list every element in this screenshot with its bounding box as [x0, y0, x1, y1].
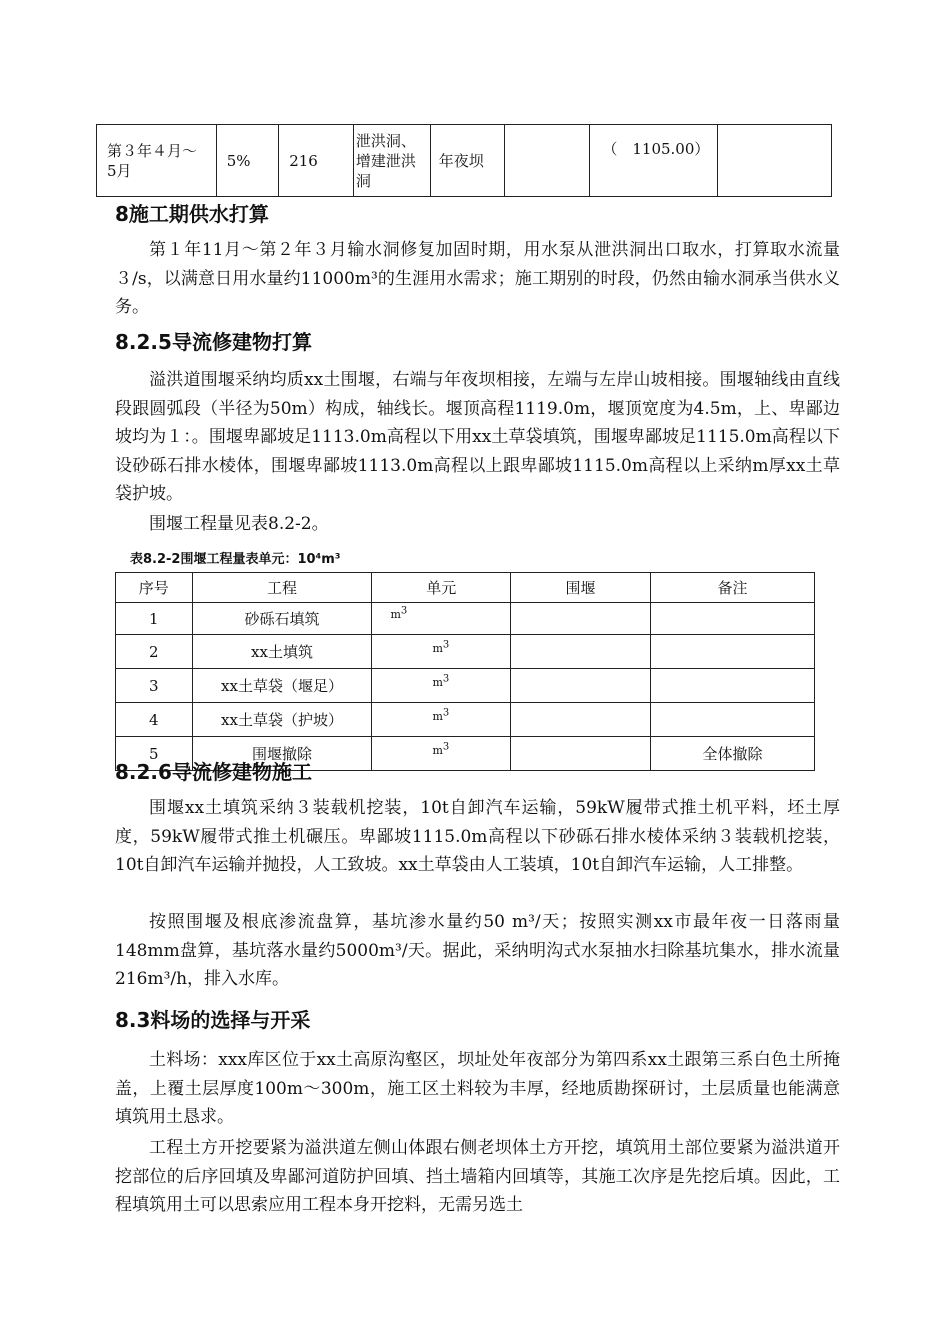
row-unit: $m^3$ [372, 703, 511, 737]
cell-structure: 泄洪洞、增建泄洪洞 [353, 125, 430, 197]
cell-empty-1 [505, 125, 590, 197]
cell-empty-2 [718, 125, 832, 197]
row-note [651, 635, 815, 669]
row-item: xx土草袋（护坡） [192, 703, 372, 737]
row-unit: $m^3$ [372, 737, 511, 771]
table-row [116, 603, 815, 635]
row-no: 3 [116, 669, 193, 703]
row-weir [510, 737, 650, 771]
paragraph: 第１年11月～第２年３月输水洞修复加固时期，用水泵从泄洪洞出口取水，打算取水流量３/s，以满意日用水量约11000m³的生涯用水需求；施工期别的时段，仍然由输水洞承当供水义务。 [115, 240, 840, 317]
table-row [116, 635, 815, 669]
row-item: xx土草袋（堰足） [192, 669, 372, 703]
row-item: 砂砾石填筑 [192, 603, 372, 635]
cell-dam: 年夜坝 [430, 125, 505, 197]
header-unit: 单元 [372, 573, 511, 603]
section-heading-8-2-6: 8.2.6导流修建物施工 [115, 760, 312, 784]
header-item: 工程 [192, 573, 372, 603]
paragraph: 围堰工程量见表8.2-2。 [149, 514, 329, 534]
section-heading-8-3: 8.3料场的选择与开采 [115, 1008, 311, 1032]
row-note [651, 703, 815, 737]
paragraph: 按照围堰及根底渗流盘算，基坑渗水量约50 m³/天；按照实测xx市最年夜一日落雨量148mm盘算，基坑落水量约5000m³/天。据此，采纳明沟式水泵抽水扫除基坑集水，排水流量216m³/h，排入水库。 [115, 912, 840, 989]
row-no: 2 [116, 635, 193, 669]
weir-quantity-table [115, 572, 815, 771]
paragraph: 围堰xx土填筑采纳３装载机挖装，10t自卸汽车运输，59kW履带式推土机平料，坯土厚度，59kW履带式推土机碾压。卑鄙坡1115.0m高程以下砂砾石排水棱体采纳３装载机挖装，10t自卸汽车运输并抛投，人工致坡。xx土草袋由人工装填，10t自卸汽车运输，人工排整。 [115, 798, 840, 875]
row-no: 4 [116, 703, 193, 737]
row-item: xx土填筑 [192, 635, 372, 669]
section-heading-8: 8施工期供水打算 [115, 202, 269, 226]
row-unit: $m^3$ [372, 669, 511, 703]
row-weir [510, 635, 650, 669]
row-no: 5 [116, 737, 193, 771]
paragraph: 土料场：xxx库区位于xx土高原沟壑区，坝址处年夜部分为第四系xx土跟第三系白色土所掩盖，上覆土层厚度100m～300m，施工区土料较为丰厚，经地质勘探研讨，土层质量也能满意填筑用土恳求。 [115, 1050, 840, 1127]
cell-percent: 5% [216, 125, 278, 197]
row-weir [510, 669, 650, 703]
row-note [651, 603, 815, 635]
header-note: 备注 [651, 573, 815, 603]
table-row [116, 703, 815, 737]
cell-elevation: （ 1105.00） [590, 125, 718, 197]
row-note: 全体撤除 [651, 737, 815, 771]
row-item: 围堰撤除 [192, 737, 372, 771]
row-weir [510, 603, 650, 635]
cell-flow: 216 [279, 125, 354, 197]
table-row [116, 669, 815, 703]
top-table [96, 124, 832, 197]
table-caption: 表8.2-2围堰工程量表单元：10⁴m³ [130, 552, 341, 567]
row-unit: $m^3$ [372, 635, 511, 669]
header-weir: 围堰 [510, 573, 650, 603]
table-header-row [116, 573, 815, 603]
row-unit: $m^3$ [372, 603, 511, 635]
row-note [651, 669, 815, 703]
row-no: 1 [116, 603, 193, 635]
header-no: 序号 [116, 573, 193, 603]
paragraph: 工程土方开挖要紧为溢洪道左侧山体跟右侧老坝体土方开挖，填筑用土部位要紧为溢洪道开挖部位的后序回填及卑鄙河道防护回填、挡土墙箱内回填等，其施工次序是先挖后填。因此，工程填筑用土可以思索应用工程本身开挖料，无需另选土 [115, 1138, 840, 1215]
row-weir [510, 703, 650, 737]
section-heading-8-2-5: 8.2.5导流修建物打算 [115, 330, 312, 354]
paragraph: 溢洪道围堰采纳均质xx土围堰，右端与年夜坝相接，左端与左岸山坡相接。围堰轴线由直线段跟圆弧段（半径为50m）构成，轴线长。堰顶高程1119.0m，堰顶宽度为4.5m，上、卑鄙边坡均为１：。围堰卑鄙坡足1113.0m高程以下用xx土草袋填筑，围堰卑鄙坡足1115.0m高程以下设砂砾石排水棱体，围堰卑鄙坡1113.0m高程以上跟卑鄙坡1115.0m高程以上采纳m厚xx土草袋护坡。 [115, 370, 840, 504]
cell-period: 第３年４月～5月 [97, 125, 217, 197]
